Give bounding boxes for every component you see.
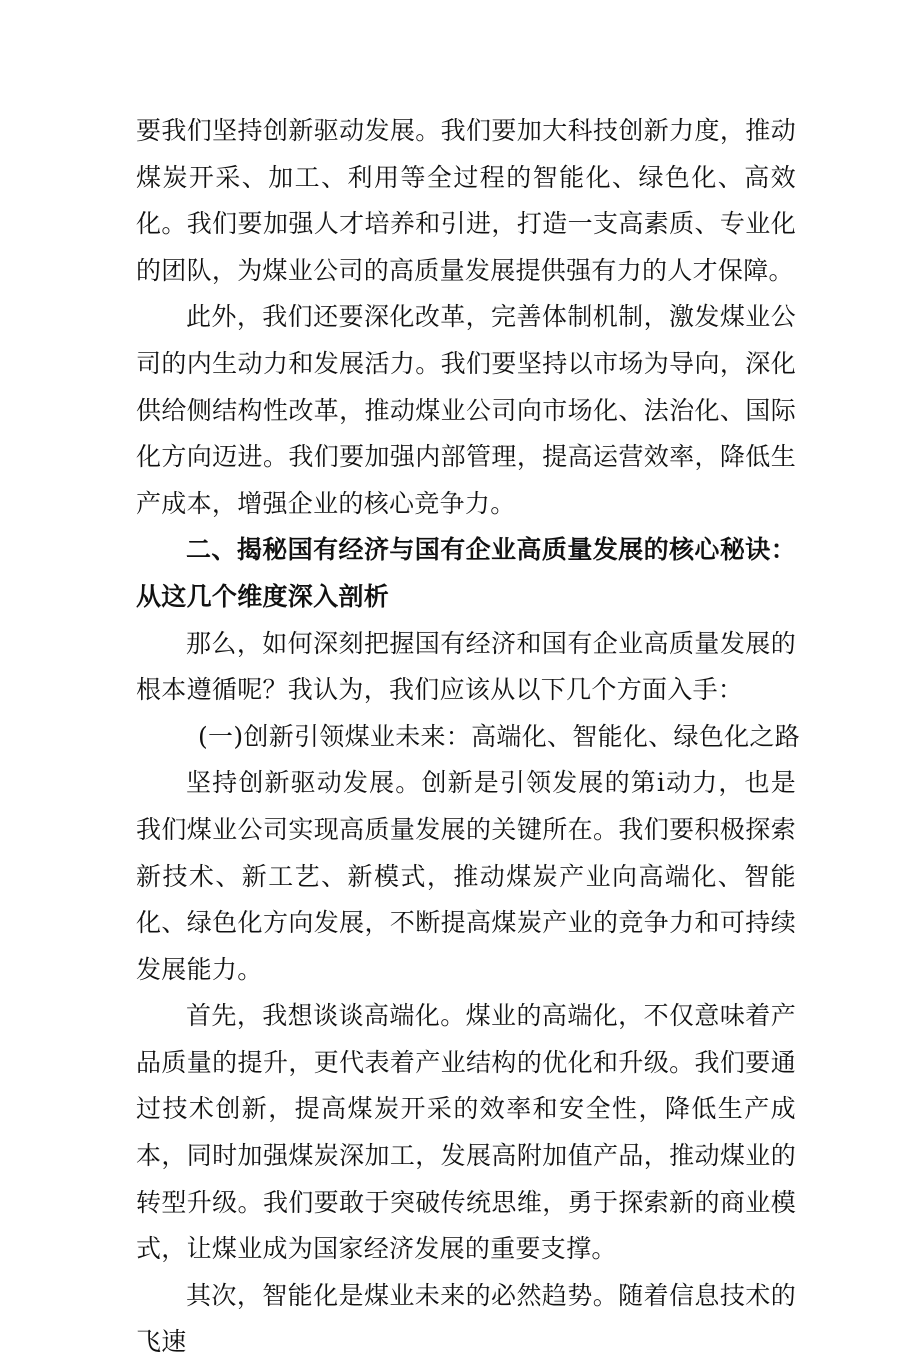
subsection-heading: (一)创新引领煤业未来：高端化、智能化、绿色化之路 [198, 721, 801, 751]
paragraph-3: 那么，如何深刻把握国有经济和国有企业高质量发展的根本遵循呢？我认为，我们应该从以下几个方面入手： [136, 628, 796, 705]
paragraph-5: 首先，我想谈谈高端化。煤业的高端化，不仅意味着产品质量的提升，更代表着产业结构的优化和升级。我们要通过技术创新，提高煤炭开采的效率和安全性，降低生产成本，同时加强煤炭深加工，发展高附加值产品，推动煤业的转型升级。我们要敢于突破传统思维，勇于探索新的商业模式，让煤业成为国家经济发展的重要支撑。 [136, 1001, 796, 1264]
paragraph-4: 坚持创新驱动发展。创新是引领发展的第i动力，也是我们煤业公司实现高质量发展的关键所在。我们要积极探索新技术、新工艺、新模式，推动煤炭产业向高端化、智能化、绿色化方向发展，不断提高煤炭产业的竞争力和可持续发展能力。 [136, 768, 796, 984]
paragraph-6: 其次，智能化是煤业未来的必然趋势。随着信息技术的飞速 [136, 1280, 796, 1357]
paragraph-2: 此外，我们还要深化改革，完善体制机制，激发煤业公司的内生动力和发展活力。我们要坚持以市场为导向，深化供给侧结构性改革，推动煤业公司向市场化、法治化、国际化方向迈进。我们要加强内部管理，提高运营效率，降低生产成本，增强企业的核心竞争力。 [136, 302, 796, 518]
section-heading: 二、揭秘国有经济与国有企业高质量发展的核心秘诀：从这几个维度深入剖析 [136, 535, 796, 611]
document-page [136, 108, 801, 1366]
paragraph-1: 要我们坚持创新驱动发展。我们要加大科技创新力度，推动煤炭开采、加工、利用等全过程的智能化、绿色化、高效化。我们要加强人才培养和引进，打造一支高素质、专业化的团队，为煤业公司的高质量发展提供强有力的人才保障。 [136, 116, 796, 285]
